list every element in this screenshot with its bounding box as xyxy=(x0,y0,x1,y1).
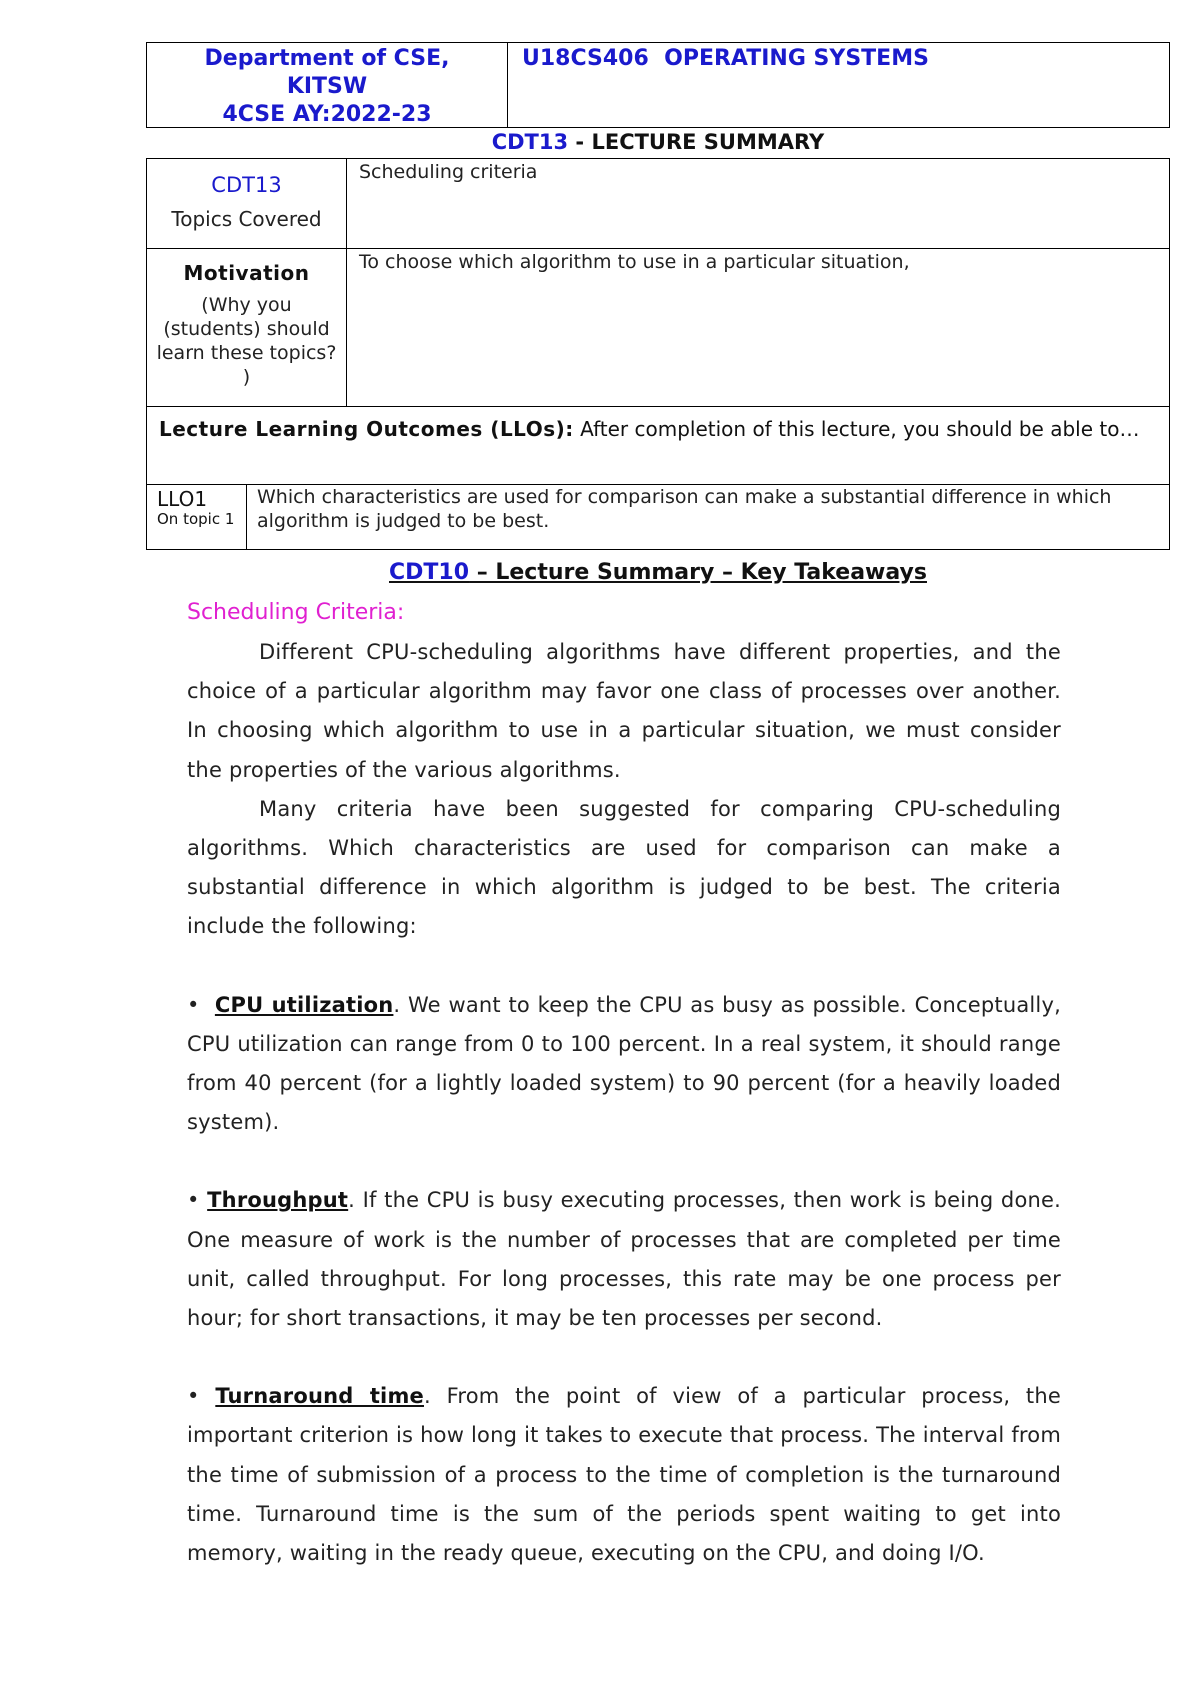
bullet-cpu-utilization xyxy=(187,986,1061,1143)
summary-text: - LECTURE SUMMARY xyxy=(568,130,825,154)
lecture-summary-table xyxy=(146,158,1170,550)
takeaways-code: CDT10 xyxy=(389,560,470,585)
bullet-text: . We want to keep the CPU as busy as possible. Conceptually, CPU utilization can range from 0 to 100 percent. In a real system, it should range from 40 percent (for a lightly loaded system) to 90 percent (for a heavily loaded system). xyxy=(187,992,1061,1135)
llo1-topic: On topic 1 xyxy=(157,510,235,528)
bullet-symbol: • xyxy=(187,1384,200,1409)
topics-row xyxy=(147,159,1169,249)
paragraph: Many criteria have been suggested for comparing CPU-scheduling algorithms. Which characteristics are used for comparison can make a substantial difference in which algorithm is judged to be best. The criteria include the following: xyxy=(187,796,1061,939)
llo1-name: LLO1 xyxy=(157,487,208,511)
topics-value: Scheduling criteria xyxy=(359,161,538,183)
llo1-label-cell xyxy=(147,485,247,549)
body-text xyxy=(187,633,1061,1573)
bullet-throughput xyxy=(187,1181,1061,1338)
header-table xyxy=(146,42,1170,128)
motivation-label: Motivation xyxy=(183,261,310,285)
llo1-row xyxy=(147,485,1169,549)
term-throughput: Throughput xyxy=(207,1188,349,1213)
bullet-symbol: • xyxy=(187,992,200,1017)
bullet-text: . If the CPU is busy executing processes, then work is being done. One measure of work is the number of processes that are completed per time unit, called throughput. For long processes, this rate may be one process per hour; for short transactions, it may be ten processes per second. xyxy=(187,1188,1061,1331)
llo-heading: Lecture Learning Outcomes (LLOs): xyxy=(159,417,574,441)
llo-heading-rest: After completion of this lecture, you should be able to… xyxy=(573,417,1140,441)
bullet-text: . From the point of view of a particular process, the important criterion is how long it takes to execute that process. The interval from the time of submission of a process to the time of completion is the turnaround time. Turnaround time is the sum of the periods spent waiting to get into memory, waiting in the ready queue, executing on the CPU, and doing I/O. xyxy=(187,1384,1061,1566)
term-turnaround-time: Turnaround time xyxy=(215,1384,424,1409)
department-cell xyxy=(147,43,508,127)
motivation-row xyxy=(147,249,1169,407)
lecture-summary-title xyxy=(146,130,1170,154)
llo-heading-row xyxy=(147,407,1169,485)
llo1-text: Which characteristics are used for comparison can make a substantial difference in which algorithm is judged to be best. xyxy=(257,486,1112,532)
motivation-value: To choose which algorithm to use in a particular situation, xyxy=(359,251,910,273)
takeaways-text: – Lecture Summary – Key Takeaways xyxy=(469,560,927,585)
cdt-label: CDT13 xyxy=(211,173,282,197)
topics-covered-label: Topics Covered xyxy=(171,207,322,231)
section-heading: Scheduling Criteria: xyxy=(187,600,405,625)
institute-name: KITSW xyxy=(286,74,368,99)
department-name: Department of CSE, xyxy=(204,46,450,71)
motivation-subtitle: (Why you (students) should learn these topics? ) xyxy=(156,294,337,388)
motivation-label-cell xyxy=(147,249,347,406)
course-cell xyxy=(508,43,1169,127)
topics-label-cell xyxy=(147,159,347,248)
term-cpu-utilization: CPU utilization xyxy=(214,992,394,1017)
bullet-symbol: • xyxy=(187,1188,200,1213)
paragraph: Different CPU-scheduling algorithms have different properties, and the choice of a particular algorithm may favor one class of processes over another. In choosing which algorithm to use in a particular situation, we must consider the properties of the various algorithms. xyxy=(187,640,1061,782)
summary-code: CDT13 xyxy=(491,130,569,154)
academic-year: 4CSE AY:2022-23 xyxy=(222,102,432,127)
bullet-turnaround-time xyxy=(187,1377,1061,1573)
key-takeaways-title xyxy=(146,560,1170,585)
course-title: U18CS406 OPERATING SYSTEMS xyxy=(522,46,929,71)
